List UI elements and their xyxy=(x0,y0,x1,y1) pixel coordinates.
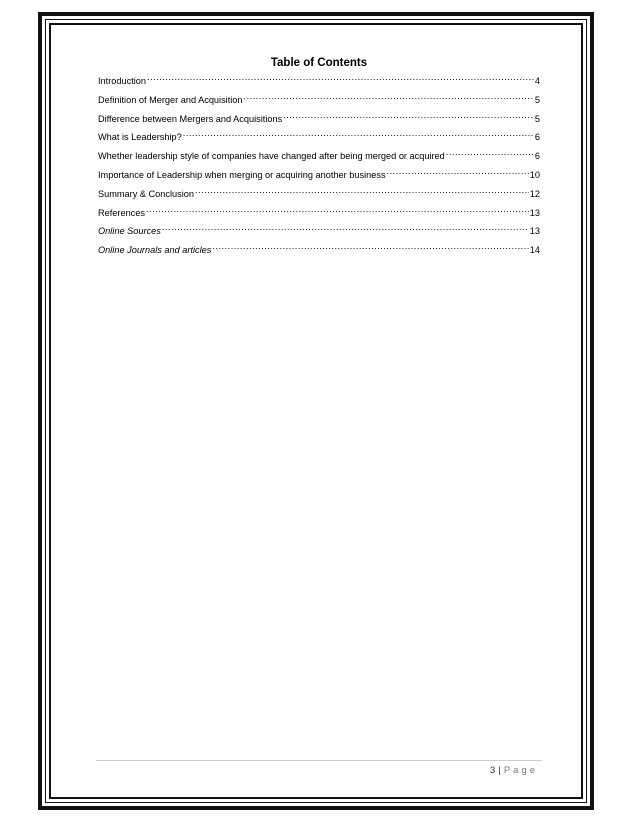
toc-entry-text[interactable]: Online Sources xyxy=(98,226,161,237)
toc-dot-leader xyxy=(162,222,529,234)
toc-entry-page-number[interactable]: 4 xyxy=(534,76,540,86)
table-of-contents xyxy=(98,56,540,260)
toc-dot-leader xyxy=(446,147,534,159)
toc-entry[interactable] xyxy=(98,72,540,91)
toc-entry-text[interactable]: What is Leadership? xyxy=(98,132,182,143)
footer-separator: | xyxy=(498,765,501,776)
toc-entry[interactable] xyxy=(98,241,540,260)
toc-entry[interactable] xyxy=(98,128,540,147)
toc-entry-page-number[interactable]: 6 xyxy=(534,132,540,143)
page-footer xyxy=(490,765,538,776)
toc-dot-leader xyxy=(212,241,528,253)
toc-entry[interactable] xyxy=(98,110,540,129)
toc-dot-leader xyxy=(283,110,534,122)
page-number: 3 xyxy=(490,765,496,776)
toc-list xyxy=(98,72,540,260)
toc-entry[interactable] xyxy=(98,222,540,241)
toc-entry-page-number[interactable]: 14 xyxy=(529,245,540,256)
toc-entry[interactable] xyxy=(98,204,540,223)
toc-title: Table of Contents xyxy=(270,57,368,69)
toc-entry-text[interactable]: Whether leadership style of companies have changed after being merged or acquired xyxy=(98,151,445,162)
toc-dot-leader xyxy=(147,72,534,84)
toc-entry[interactable] xyxy=(98,147,540,166)
toc-entry-text[interactable]: Introduction xyxy=(98,76,147,86)
toc-entry-text[interactable]: Definition of Merger and Acquisition xyxy=(98,94,243,105)
toc-entry[interactable] xyxy=(98,91,540,110)
toc-entry-page-number[interactable]: 6 xyxy=(534,151,540,162)
toc-dot-leader xyxy=(195,185,529,197)
toc-entry-text[interactable]: Online Journals and articles xyxy=(98,245,212,256)
toc-entry-page-number[interactable]: 13 xyxy=(529,226,540,237)
toc-entry-text[interactable]: Importance of Leadership when merging or acquiring another business xyxy=(98,169,386,180)
toc-entry-text[interactable]: Difference between Mergers and Acquisitions xyxy=(98,113,283,124)
toc-entry-page-number[interactable]: 5 xyxy=(534,94,540,105)
toc-entry[interactable] xyxy=(98,185,540,204)
toc-dot-leader xyxy=(244,91,534,103)
toc-entry-page-number[interactable]: 5 xyxy=(534,113,540,124)
toc-entry-page-number[interactable]: 10 xyxy=(529,169,540,180)
toc-dot-leader xyxy=(146,204,529,216)
toc-entry[interactable] xyxy=(98,166,540,185)
footer-rule xyxy=(96,760,542,761)
toc-dot-leader xyxy=(387,166,529,178)
toc-entry-page-number[interactable]: 13 xyxy=(529,207,540,218)
toc-entry-text[interactable]: Summary & Conclusion xyxy=(98,188,194,199)
toc-dot-leader xyxy=(183,128,534,140)
toc-entry-text[interactable]: References xyxy=(98,207,145,218)
toc-entry-page-number[interactable]: 12 xyxy=(529,188,540,199)
page-word: Page xyxy=(503,765,538,776)
